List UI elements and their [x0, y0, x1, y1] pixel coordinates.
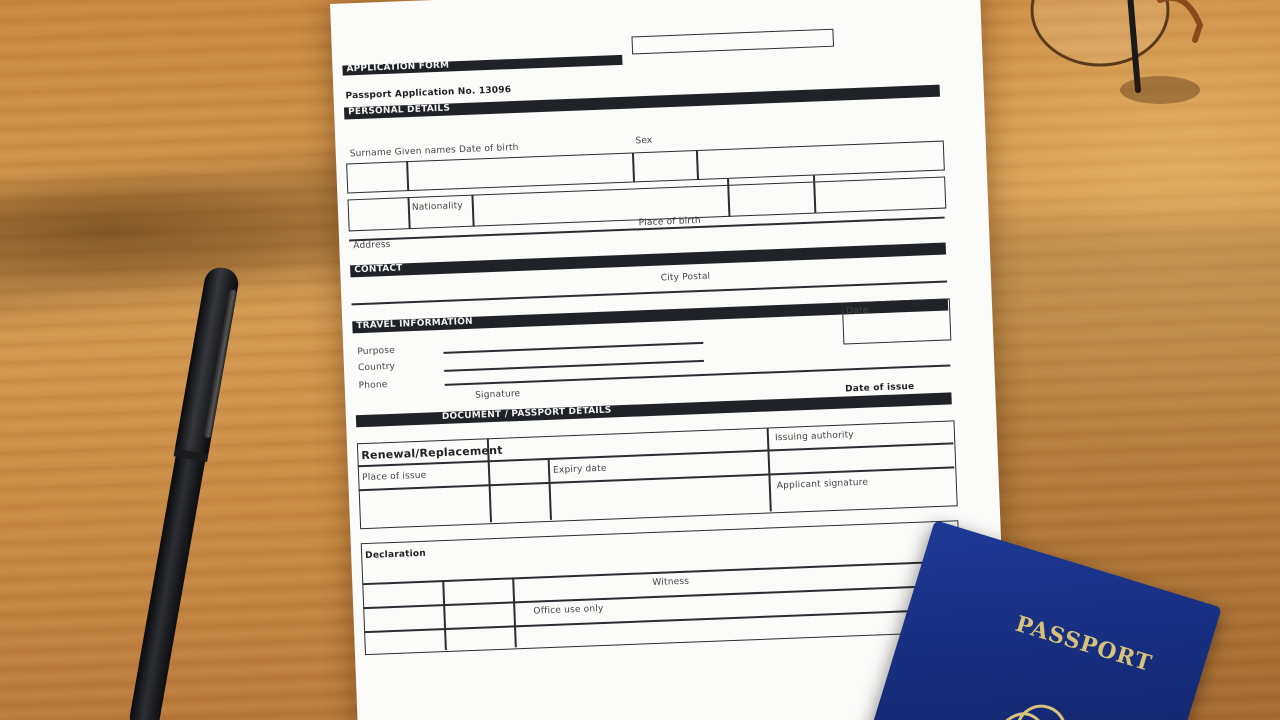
witness-label: Witness: [652, 576, 690, 589]
city-label: City Postal: [660, 271, 711, 284]
phone-label: Phone: [358, 380, 388, 392]
document-details-table[interactable]: [357, 420, 958, 529]
declaration-label: Declaration: [365, 548, 427, 562]
glasses-lens-icon: [1032, 0, 1168, 65]
nationality-label: Nationality: [411, 201, 464, 214]
section-travel-title: TRAVEL INFORMATION: [356, 316, 474, 332]
pen: [124, 265, 243, 720]
application-number-box[interactable]: [631, 29, 834, 55]
authority-label: Issuing authority: [774, 430, 855, 444]
office-label: Office use only: [533, 603, 604, 617]
issue-date-label: Date of issue: [844, 381, 915, 395]
passport-title: PASSPORT: [1012, 610, 1156, 678]
signature-label: Signature: [474, 388, 521, 401]
eyeglasses: [1010, 0, 1230, 120]
replacement-label: Renewal/Replacement: [361, 443, 503, 463]
birth-place-label: Place of birth: [638, 215, 702, 229]
field-row-a-label: Surname Given names Date of birth: [349, 142, 519, 160]
expiry-label: Expiry date: [552, 463, 607, 476]
country-label: Country: [357, 361, 396, 374]
section-bar-contact: [350, 243, 946, 278]
section-document-title: DOCUMENT / PASSPORT DETAILS: [441, 405, 612, 423]
desk-shadow: [0, 158, 385, 311]
address-label: Address: [353, 239, 391, 252]
section-personal-title: PERSONAL DETAILS: [347, 103, 451, 118]
header-title: APPLICATION FORM: [346, 60, 450, 75]
section-bar-document: [356, 392, 952, 427]
header-subtitle: Passport Application No. 13096: [345, 85, 512, 102]
sex-label: Sex: [635, 135, 653, 147]
purpose-label: Purpose: [357, 345, 396, 358]
date-label: Date: [845, 305, 869, 317]
signature2-label: Applicant signature: [776, 477, 869, 492]
section-contact-title: CONTACT: [354, 263, 403, 276]
field-line: [444, 360, 704, 371]
place-of-issue-label: Place of issue: [362, 470, 427, 484]
field-line: [443, 342, 703, 353]
glasses-shadow: [1120, 76, 1200, 104]
eagle-emblem-icon: [984, 679, 1096, 720]
